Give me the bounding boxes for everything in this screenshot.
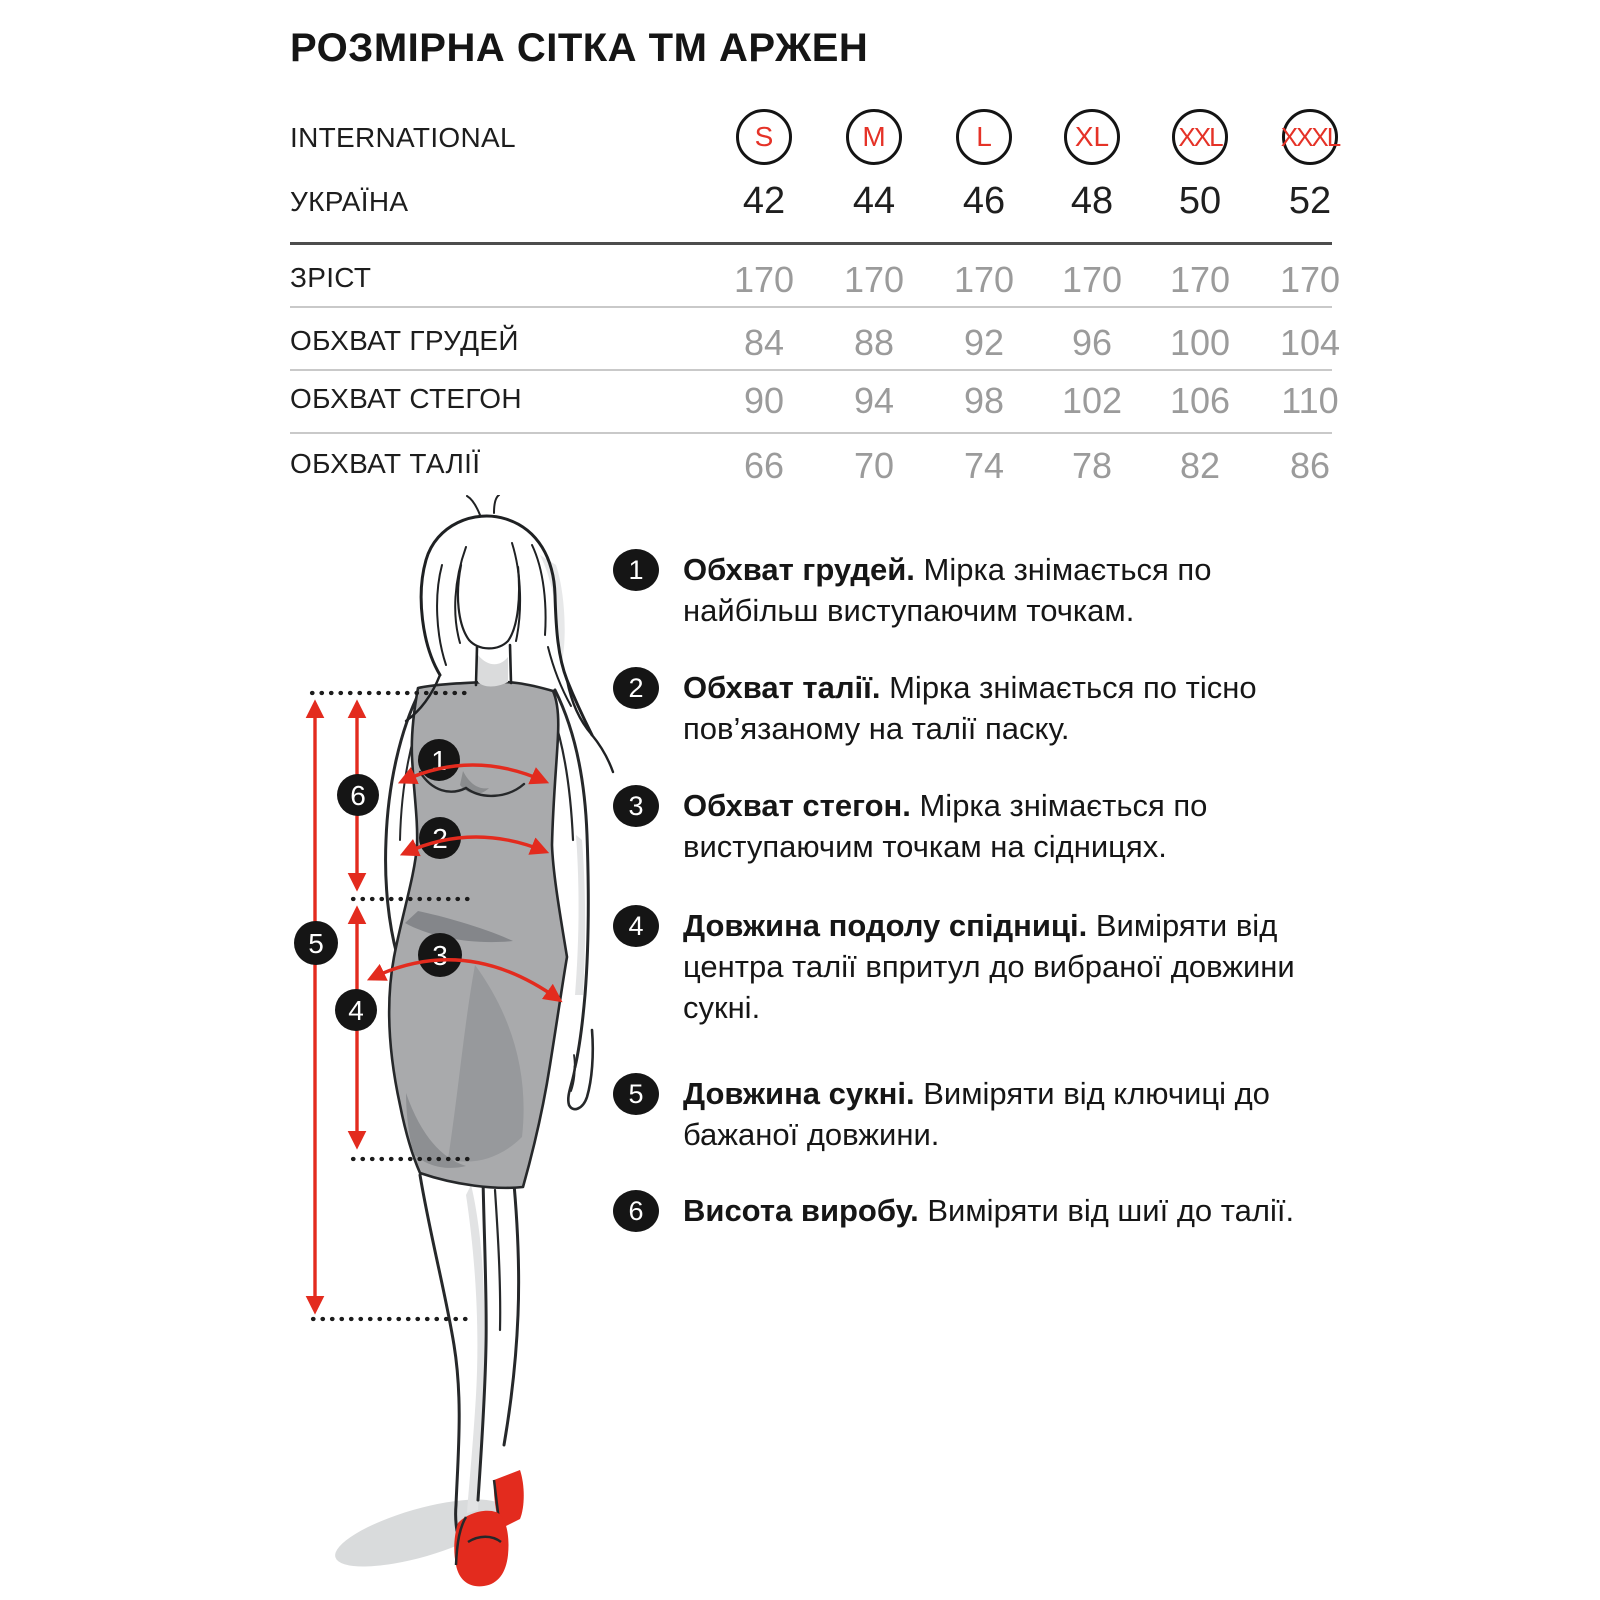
table-cell: 86 bbox=[1289, 445, 1331, 486]
table-cell: 102 bbox=[1061, 380, 1123, 421]
instruction-badge-5: 5 bbox=[613, 1073, 659, 1115]
instruction-badge-3: 3 bbox=[613, 785, 659, 827]
red-shoes bbox=[454, 1470, 523, 1586]
table-cell: 110 bbox=[1281, 380, 1339, 421]
size-circle-l-label: L bbox=[956, 109, 1012, 165]
svg-text:1: 1 bbox=[431, 745, 447, 776]
figure-woman-sketch bbox=[270, 495, 640, 1600]
size-circle-l bbox=[956, 109, 1012, 165]
instruction-text-2 bbox=[683, 667, 1343, 749]
page-title: РОЗМІРНА СІТКА ТМ АРЖЕН bbox=[290, 26, 869, 70]
table-cell: 70 bbox=[853, 445, 895, 486]
size-circle-xxxl bbox=[1282, 109, 1338, 165]
ukr-size-52: 52 bbox=[1288, 180, 1332, 222]
instruction-text-3 bbox=[683, 785, 1343, 867]
instruction-term: Висота виробу. bbox=[683, 1193, 919, 1228]
table-cell: 88 bbox=[853, 322, 895, 363]
svg-text:3: 3 bbox=[432, 940, 448, 971]
table-cell: 66 bbox=[743, 445, 785, 486]
table-cell: 170 bbox=[733, 259, 795, 300]
size-circle-s-label: S bbox=[736, 109, 792, 165]
table-cell: 74 bbox=[963, 445, 1005, 486]
table-cell: 170 bbox=[1169, 259, 1231, 300]
table-cell: 100 bbox=[1169, 322, 1231, 363]
instruction-text-6 bbox=[683, 1190, 1343, 1231]
separator-2 bbox=[290, 369, 1332, 371]
instruction-badge-6: 6 bbox=[613, 1190, 659, 1232]
row-label-ukraine: УКРАЇНА bbox=[290, 186, 409, 217]
table-cell: 170 bbox=[843, 259, 905, 300]
figure-marker-5 bbox=[294, 921, 338, 965]
instruction-desc: Виміряти від центра талії впритул до вибраної довжини сукні. bbox=[683, 908, 1295, 1025]
row-label-height: ЗРІСТ bbox=[290, 262, 372, 293]
instruction-badge-4: 4 bbox=[613, 905, 659, 947]
svg-text:5: 5 bbox=[308, 928, 324, 959]
instruction-text-1 bbox=[683, 549, 1343, 631]
figure-marker-4 bbox=[335, 989, 377, 1031]
table-cell: 170 bbox=[1061, 259, 1123, 300]
size-circle-xl bbox=[1064, 109, 1120, 165]
instruction-text-5 bbox=[683, 1073, 1343, 1155]
ukr-size-46: 46 bbox=[962, 180, 1006, 222]
instruction-term: Обхват стегон. bbox=[683, 788, 911, 823]
table-cell: 170 bbox=[1279, 259, 1341, 300]
table-cell: 106 bbox=[1169, 380, 1231, 421]
separator-3 bbox=[290, 432, 1332, 434]
size-circle-xl-label: XL bbox=[1064, 109, 1120, 165]
ukr-size-44: 44 bbox=[852, 180, 896, 222]
size-circle-xxl-label: XXL bbox=[1172, 109, 1228, 165]
instruction-badge-2: 2 bbox=[613, 667, 659, 709]
row-label-hips: ОБХВАТ СТЕГОН bbox=[290, 383, 522, 414]
instruction-desc: Мірка знімається по тісно пов’язаному на талії паску. bbox=[683, 670, 1257, 746]
table-cell: 92 bbox=[963, 322, 1005, 363]
instruction-desc: Мірка знімається по найбільш виступаючим точкам. bbox=[683, 552, 1212, 628]
table-cell: 170 bbox=[953, 259, 1015, 300]
figure-marker-6 bbox=[337, 774, 379, 816]
instruction-term: Обхват грудей. bbox=[683, 552, 915, 587]
table-cell: 84 bbox=[743, 322, 785, 363]
row-label-waist: ОБХВАТ ТАЛІЇ bbox=[290, 448, 481, 479]
instruction-desc: Виміряти від ключиці до бажаної довжини. bbox=[683, 1076, 1270, 1152]
size-circle-m-label: M bbox=[846, 109, 902, 165]
size-circle-s bbox=[736, 109, 792, 165]
ukr-size-50: 50 bbox=[1178, 180, 1222, 222]
dress-sketch bbox=[389, 682, 567, 1188]
instruction-desc: Мірка знімається по виступаючим точкам на сідницях. bbox=[683, 788, 1208, 864]
instruction-badge-1: 1 bbox=[613, 549, 659, 591]
ukr-size-42: 42 bbox=[742, 180, 786, 222]
svg-text:6: 6 bbox=[350, 780, 366, 811]
table-cell: 104 bbox=[1279, 322, 1341, 363]
row-label-bust: ОБХВАТ ГРУДЕЙ bbox=[290, 325, 519, 356]
separator-1 bbox=[290, 306, 1332, 308]
table-cell: 96 bbox=[1071, 322, 1113, 363]
figure-marker-1 bbox=[418, 739, 460, 781]
size-circle-m bbox=[846, 109, 902, 165]
table-cell: 90 bbox=[743, 380, 785, 421]
svg-text:2: 2 bbox=[432, 823, 448, 854]
instruction-term: Довжина сукні. bbox=[683, 1076, 915, 1111]
svg-text:4: 4 bbox=[348, 995, 364, 1026]
size-circle-xxl bbox=[1172, 109, 1228, 165]
table-cell: 78 bbox=[1071, 445, 1113, 486]
row-label-international: INTERNATIONAL bbox=[290, 122, 516, 153]
ukr-size-48: 48 bbox=[1070, 180, 1114, 222]
size-circle-xxxl-label: XXXL bbox=[1282, 109, 1338, 165]
instruction-term: Обхват талії. bbox=[683, 670, 881, 705]
table-cell: 98 bbox=[963, 380, 1005, 421]
instruction-term: Довжина подолу спідниці. bbox=[683, 908, 1088, 943]
instruction-desc: Виміряти від шиї до талії. bbox=[927, 1193, 1295, 1228]
separator-thick bbox=[290, 242, 1332, 245]
figure-marker-3 bbox=[418, 933, 462, 977]
instruction-text-4 bbox=[683, 905, 1343, 1028]
table-cell: 94 bbox=[853, 380, 895, 421]
table-cell: 82 bbox=[1179, 445, 1221, 486]
